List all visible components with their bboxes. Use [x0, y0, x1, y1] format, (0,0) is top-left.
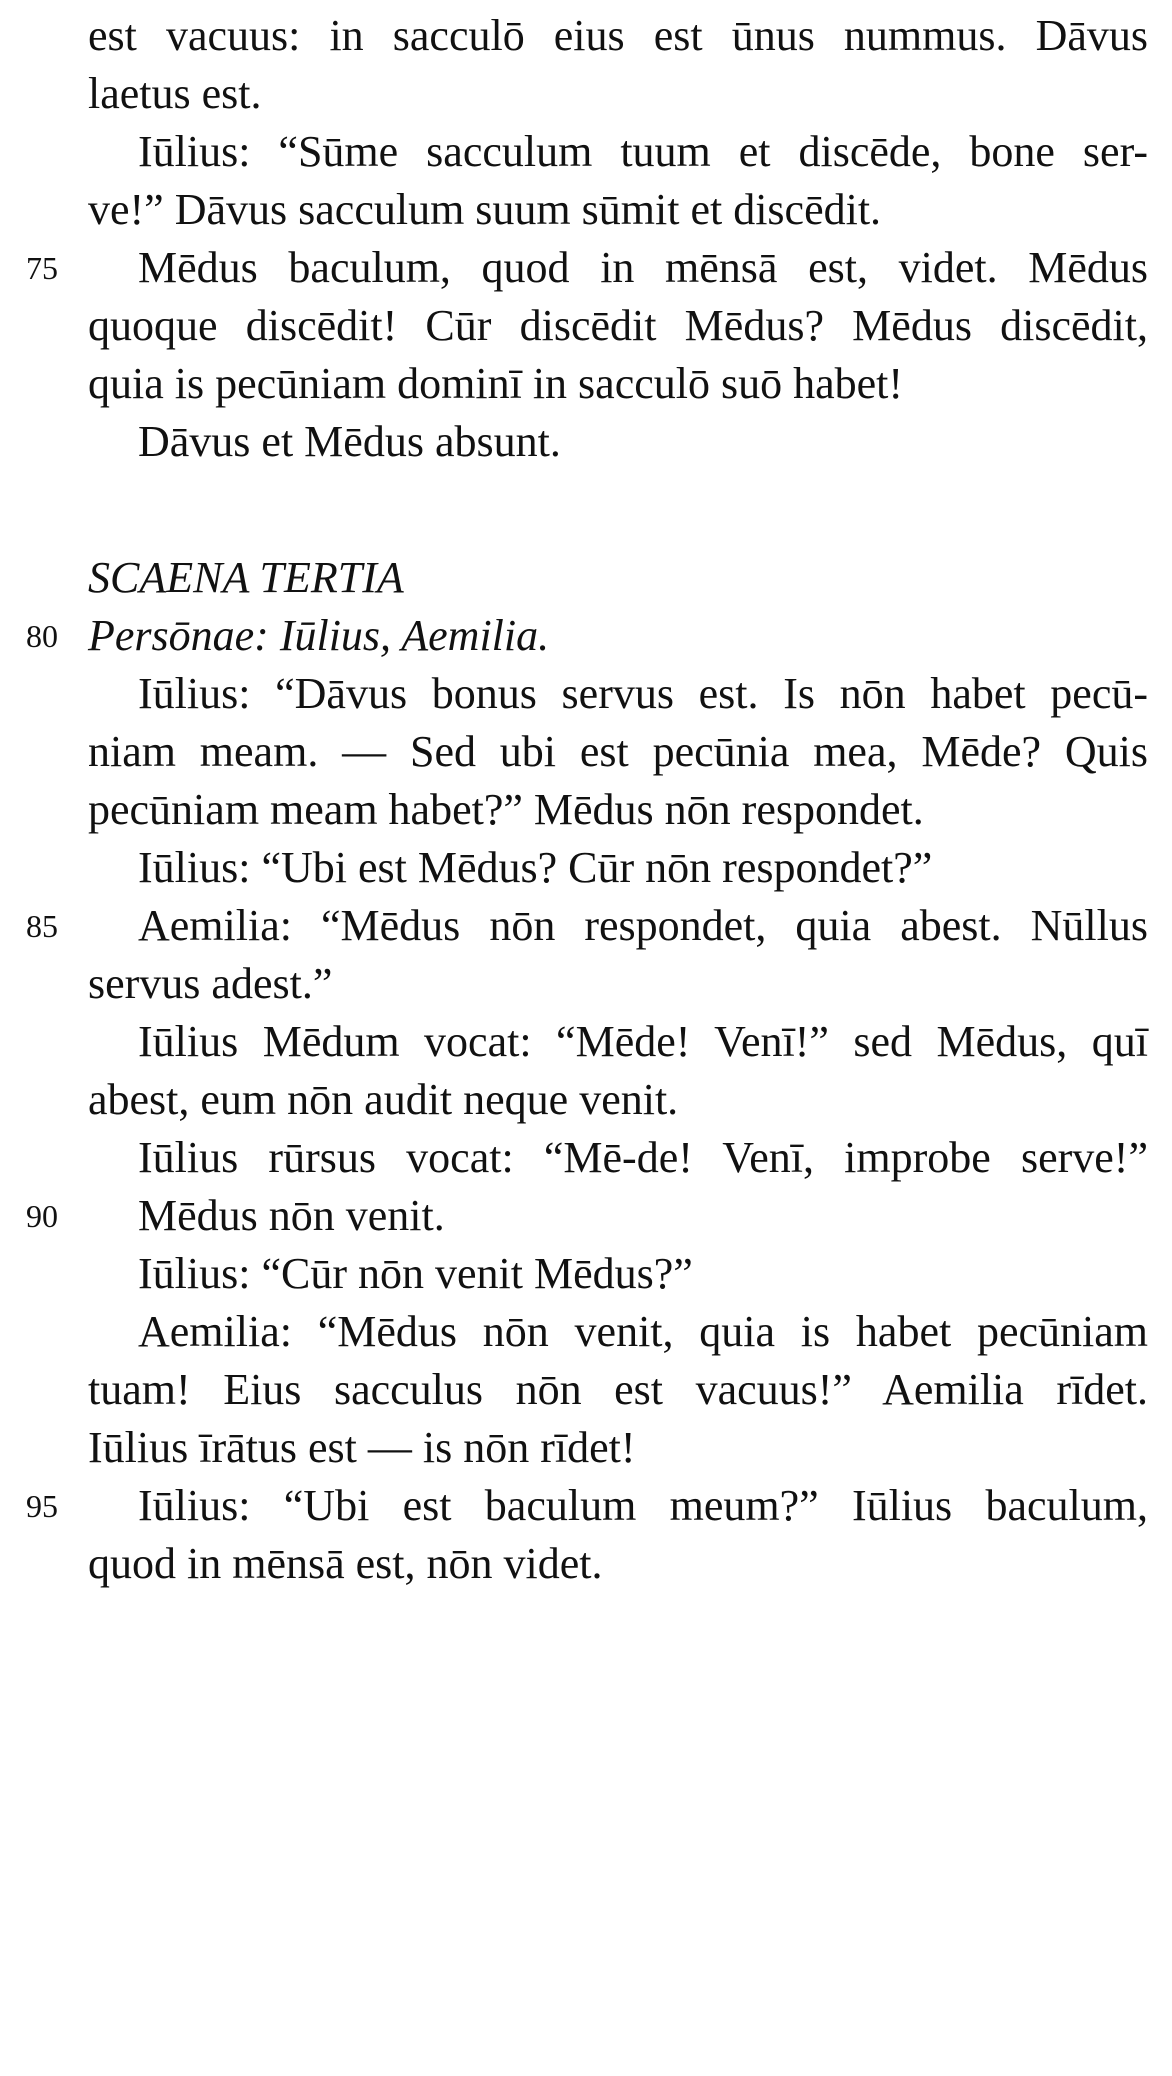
line-number: 75 [26, 250, 58, 286]
scene-heading: SCAENA TERTIA [88, 553, 404, 602]
text-line: laetus est. [88, 69, 262, 118]
text-line: servus adest.” [88, 959, 333, 1008]
text-line: quoque discēdit! Cūr discēdit Mēdus? Mēdus discēdit, [88, 301, 1148, 350]
text-line: niam meam. — Sed ubi est pecūnia mea, Mēde? Quis [88, 727, 1148, 776]
text-line: pecūniam meam habet?” Mēdus nōn respondet. [88, 785, 924, 834]
text-line: quia is pecūniam dominī in sacculō suō habet! [88, 359, 904, 408]
line-number: 90 [26, 1198, 58, 1234]
text-line: abest, eum nōn audit neque venit. [88, 1075, 679, 1124]
text-line: est vacuus: in sacculō eius est ūnus nummus. Dāvus [88, 11, 1148, 60]
text-line: Iūlius: “Sūme sacculum tuum et discēde, bone ser- [138, 127, 1148, 176]
text-line: Iūlius rūrsus vocat: “Mē-de! Venī, improbe serve!” [138, 1133, 1148, 1182]
text-line: Dāvus et Mēdus absunt. [138, 417, 561, 466]
text-line: Iūlius: “Dāvus bonus servus est. Is nōn habet pecū- [138, 669, 1148, 718]
text-line: tuam! Eius sacculus nōn est vacuus!” Aemilia rīdet. [88, 1365, 1148, 1414]
dramatis-personae: Persōnae: Iūlius, Aemilia. [88, 611, 550, 660]
text-line: Iūlius: “Ubi est Mēdus? Cūr nōn respondet?” [138, 843, 933, 892]
text-line: ve!” Dāvus sacculum suum sūmit et discēdit. [88, 185, 882, 234]
text-line: Aemilia: “Mēdus nōn venit, quia is habet pecūniam [138, 1307, 1148, 1356]
text-line: Aemilia: “Mēdus nōn respondet, quia abest. Nūllus [138, 901, 1148, 950]
text-line: Mēdus baculum, quod in mēnsā est, videt. Mēdus [138, 243, 1148, 292]
text-line: Mēdus nōn venit. [138, 1191, 445, 1240]
text-line: Iūlius: “Cūr nōn venit Mēdus?” [138, 1249, 693, 1298]
line-number: 80 [26, 618, 58, 654]
line-number: 85 [26, 908, 58, 944]
text-line: Iūlius īrātus est — is nōn rīdet! [88, 1423, 636, 1472]
text-line: quod in mēnsā est, nōn videt. [88, 1539, 603, 1588]
text-line: Iūlius Mēdum vocat: “Mēde! Venī!” sed Mēdus, quī [138, 1017, 1148, 1066]
text-line: Iūlius: “Ubi est baculum meum?” Iūlius baculum, [138, 1481, 1148, 1530]
line-number: 95 [26, 1488, 58, 1524]
